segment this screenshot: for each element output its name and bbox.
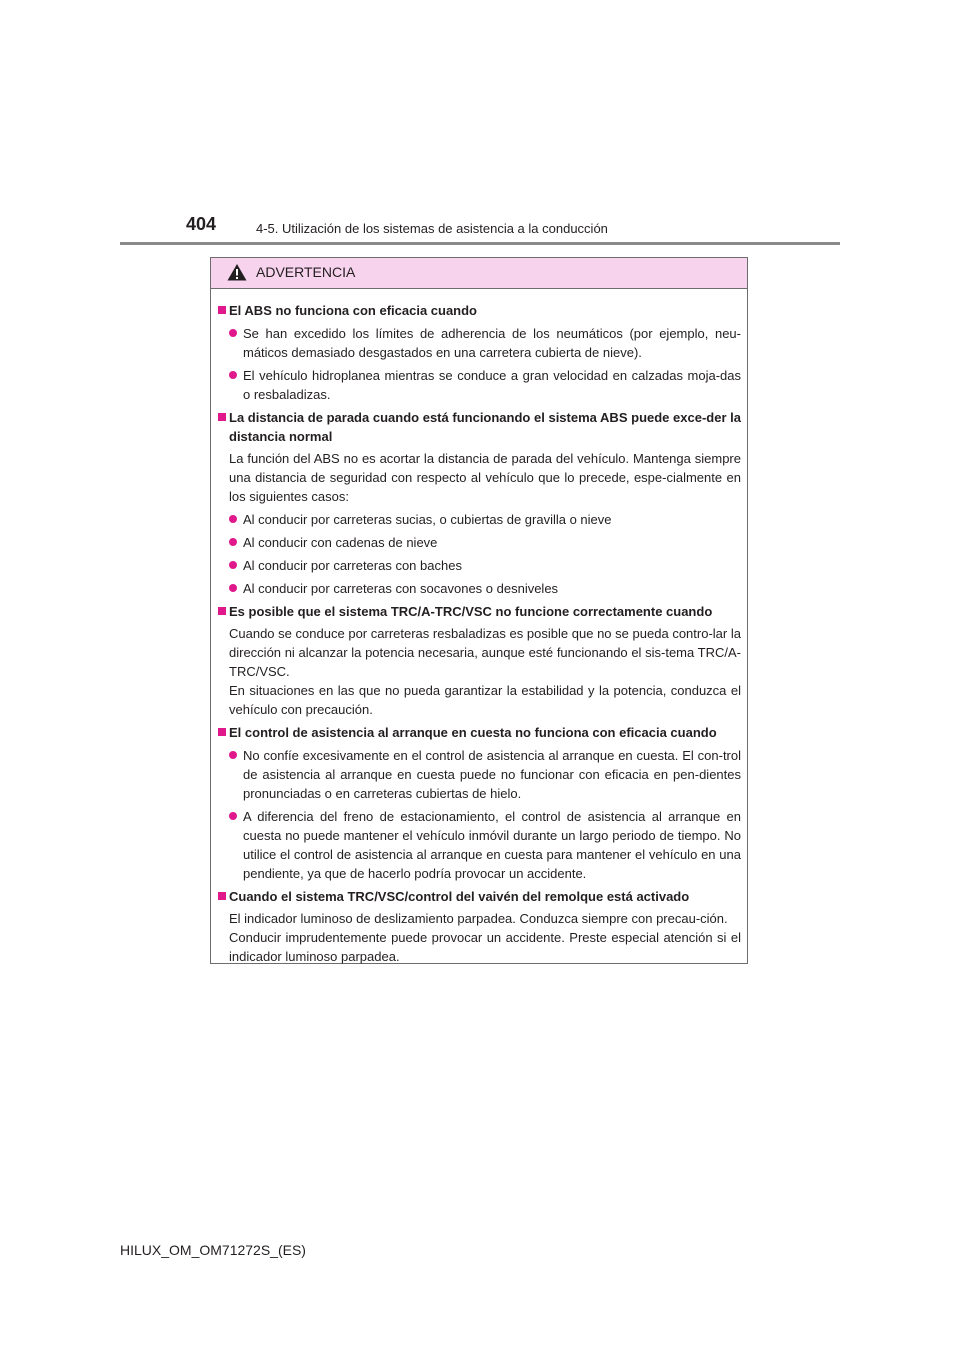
bullet-item: [229, 510, 741, 529]
bullet-item: [229, 807, 741, 883]
bullet-item: [229, 366, 741, 404]
bullet-item: [229, 746, 741, 803]
round-bullet-icon: [229, 584, 237, 592]
section-heading: El control de asistencia al arranque en cuesta no funciona con eficacia cuando: [229, 725, 717, 740]
warning-triangle-icon: [227, 263, 247, 281]
warning-header: [211, 258, 747, 289]
bullet-text: Al conducir por carreteras sucias, o cubiertas de gravilla o nieve: [243, 512, 612, 527]
square-bullet-icon: [218, 607, 226, 615]
bullet-item: [229, 556, 741, 575]
square-bullet-icon: [218, 413, 226, 421]
warning-title: ADVERTENCIA: [256, 264, 356, 280]
round-bullet-icon: [229, 371, 237, 379]
section-heading: La distancia de parada cuando está funcionando el sistema ABS puede exce-der la distancia normal: [229, 410, 741, 444]
bullet-text: El vehículo hidroplanea mientras se conduce a gran velocidad en calzadas moja-das o resbaladizas.: [243, 368, 741, 402]
bullet-text: Al conducir con cadenas de nieve: [243, 535, 438, 550]
section-paragraph: Cuando se conduce por carreteras resbaladizas es posible que no se pueda contro-lar la dirección ni alcanzar la potencia necesaria, aunque esté funcionando el sis-tema TRC/A-TRC/VSC. En situaciones en las que no pueda garantizar la estabilidad y la potencia, conduzca el vehículo con precaución.: [229, 626, 741, 717]
square-bullet-icon: [218, 728, 226, 736]
round-bullet-icon: [229, 812, 237, 820]
warning-section: [218, 301, 741, 404]
square-bullet-icon: [218, 306, 226, 314]
section-title: 4-5. Utilización de los sistemas de asistencia a la conducción: [256, 221, 608, 236]
warning-section: [218, 723, 741, 883]
warning-box: [210, 257, 748, 964]
section-heading: El ABS no funciona con eficacia cuando: [229, 303, 478, 318]
round-bullet-icon: [229, 538, 237, 546]
warning-section: [218, 408, 741, 598]
section-heading: Es posible que el sistema TRC/A-TRC/VSC no funcione correctamente cuando: [229, 604, 713, 619]
footer-code: HILUX_OM_OM71272S_(ES): [120, 1242, 306, 1258]
round-bullet-icon: [229, 329, 237, 337]
page-number: 404: [186, 214, 217, 234]
section-heading: Cuando el sistema TRC/VSC/control del vaivén del remolque está activado: [229, 889, 690, 904]
warning-section: [218, 887, 741, 966]
section-paragraph: La función del ABS no es acortar la distancia de parada del vehículo. Mantenga siempre una distancia de seguridad con respecto al vehículo que lo precede, espe-cialmente en los siguientes casos:: [229, 451, 741, 504]
square-bullet-icon: [218, 892, 226, 900]
bullet-item: [229, 533, 741, 552]
warning-section: [218, 602, 741, 719]
bullet-item: [229, 579, 741, 598]
bullet-text: Se han excedido los límites de adherencia de los neumáticos (por ejemplo, neu-máticos demasiado desgastados en una carretera cubierta de nieve).: [243, 326, 741, 360]
bullet-text: No confíe excesivamente en el control de asistencia al arranque en cuesta. El con-trol de asistencia al arranque en cuesta puede no funcionar con eficacia en pen-dientes pronunciadas o en carreteras cubiertas de hielo.: [243, 748, 741, 801]
bullet-text: A diferencia del freno de estacionamiento, el control de asistencia al arranque en cuesta no puede mantener el vehículo inmóvil durante un largo periodo de tiempo. No utilice el control de asistencia al arranque en cuesta para mantener el vehículo en una pendiente, ya que de hacerlo podría provocar un accidente.: [243, 809, 741, 881]
round-bullet-icon: [229, 751, 237, 759]
section-paragraph: El indicador luminoso de deslizamiento parpadea. Conduzca siempre con precau-ción. Conducir imprudentemente puede provocar un accidente. Preste especial atención si el indicador luminoso parpadea.: [229, 911, 741, 964]
round-bullet-icon: [229, 561, 237, 569]
bullet-text: Al conducir por carreteras con socavones o desniveles: [243, 581, 559, 596]
header-rule: [120, 242, 840, 245]
bullet-text: Al conducir por carreteras con baches: [243, 558, 462, 573]
bullet-item: [229, 324, 741, 362]
warning-body: [211, 289, 747, 966]
round-bullet-icon: [229, 515, 237, 523]
